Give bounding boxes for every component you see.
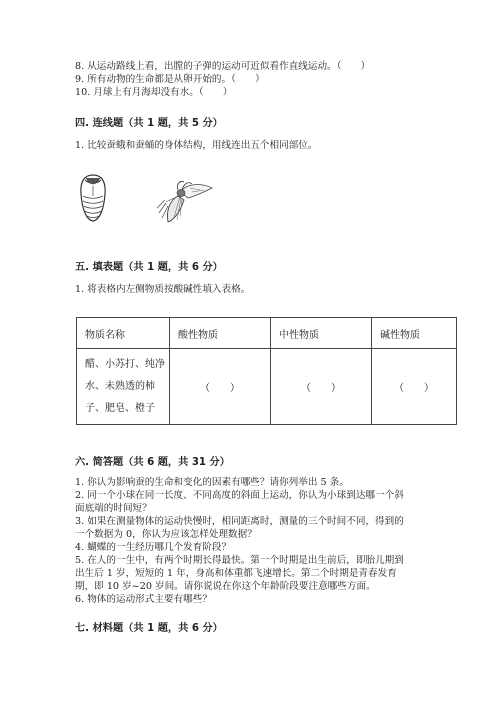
- substance-list-line: 水、未熟透的柿: [85, 380, 155, 392]
- header-acidic: 酸性物质: [170, 318, 271, 349]
- substance-list-cell: [77, 349, 170, 425]
- header-substance: 物质名称: [77, 318, 170, 349]
- short-answer-line: 6. 物体的运动形式主要有哪些？: [75, 594, 212, 605]
- neutral-answer-blank[interactable]: （ ）: [271, 349, 372, 425]
- section-7-title: 七. 材料题（共 1 题，共 6 分）: [75, 623, 223, 634]
- short-answer-line: 2. 同一个小球在同一长度、不同高度的斜面上运动，你认为小球到达哪一个斜: [75, 490, 404, 501]
- substance-list-line: 醋、小苏打、纯净: [85, 358, 165, 370]
- header-alkaline: 碱性物质: [372, 318, 457, 349]
- question-10: 10. 月球上有月海却没有水。（ ）: [75, 87, 233, 98]
- section-5-question: 1. 将表格内左侧物质按酸碱性填入表格。: [75, 284, 251, 295]
- section-5-title: 五. 填表题（共 1 题，共 6 分）: [75, 262, 223, 273]
- acidity-table: [76, 317, 457, 425]
- alkaline-answer-blank[interactable]: （ ）: [372, 349, 457, 425]
- header-neutral: 中性物质: [271, 318, 372, 349]
- short-answer-line: 出生后 1 岁，短短的 1 年，身高和体重都飞速增长。第二个时期是青春发育: [75, 568, 397, 579]
- short-answer-line: 1. 你认为影响蚕的生命和变化的因素有哪些？请你列举出 5 条。: [75, 477, 349, 488]
- short-answer-line: 面底端的时间短？: [75, 503, 152, 514]
- question-8: 8. 从运动路线上看，出膛的子弹的运动可近似看作直线运动。（ ）: [75, 61, 371, 72]
- silk-moth-image: [156, 178, 214, 226]
- acidic-answer-blank[interactable]: （ ）: [170, 349, 271, 425]
- short-answer-line: 4. 蝴蝶的一生经历哪几个发育阶段？: [75, 542, 232, 553]
- section-6-title: 六. 简答题（共 6 题，共 31 分）: [75, 457, 230, 468]
- section-4-title: 四. 连线题（共 1 题，共 5 分）: [75, 118, 223, 129]
- short-answer-line: 一个数据为 0，你认为应该怎样处理数据？: [75, 529, 257, 540]
- question-9: 9. 所有动物的生命都是从卵开始的。（ ）: [75, 74, 265, 85]
- short-answer-line: 5. 在人的一生中，有两个时期长得最快。第一个时期是出生前后，即胎儿期到: [75, 555, 404, 566]
- section-4-question: 1. 比较蚕蛾和蚕蛹的身体结构，用线连出五个相同部位。: [75, 140, 318, 151]
- substance-list-line: 子、肥皂、橙子: [85, 402, 155, 414]
- short-answer-line: 3. 如果在测量物体的运动快慢时，相同距离时，测量的三个时间不同，得到的: [75, 516, 404, 527]
- silkworm-pupa-image: [76, 172, 110, 224]
- short-answer-line: 期，即 10 岁~20 岁间。请你说说在你这个年龄阶段要注意哪些方面。: [75, 581, 376, 592]
